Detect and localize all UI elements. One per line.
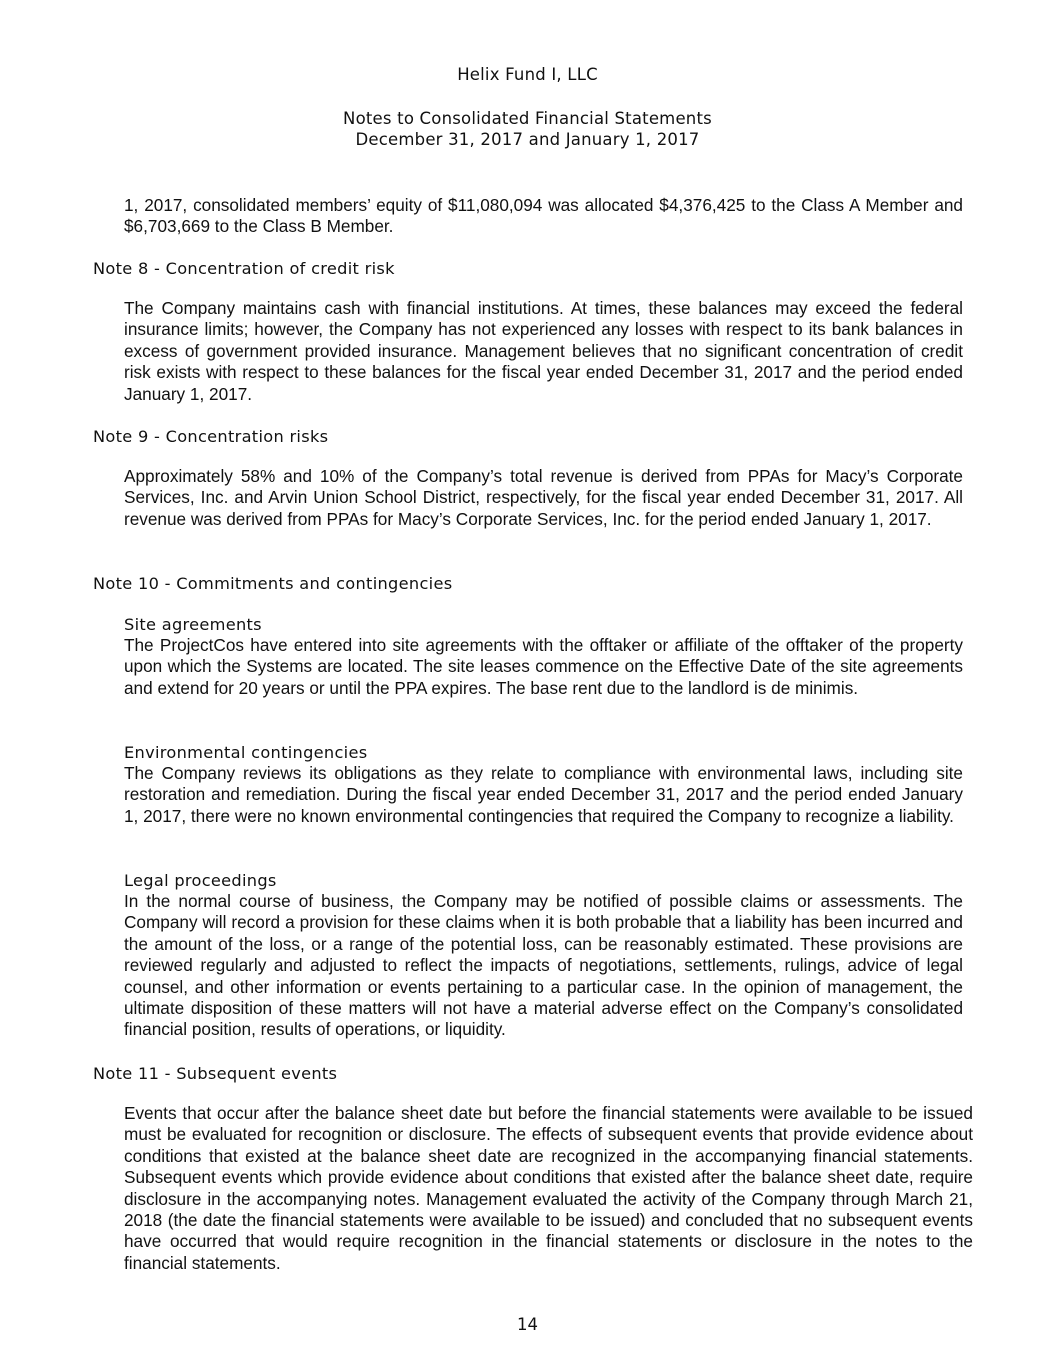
note-9-paragraph: Approximately 58% and 10% of the Company’s total revenue is derived from PPAs for Macy’s Corporate Services, Inc. and Arvin Union School District, respectively, for the fiscal year ended December 31, 2017. All revenue was derived from PPAs for Macy’s Corporate Services, Inc. for the period ended January 1, 2017.: [124, 466, 963, 529]
note-11-heading: Note 11 - Subsequent events: [93, 1064, 338, 1083]
site-agreements-paragraph: The ProjectCos have entered into site agreements with the offtaker or affiliate of the offtaker of the property upon which the Systems are located. The site leases commence on the Effective Date of the site agreements and extend for 20 years or until the PPA expires. The base rent due to the landlord is de minimis.: [124, 635, 963, 698]
note-8-paragraph: The Company maintains cash with financial institutions. At times, these balances may exceed the federal insurance limits; however, the Company has not experienced any losses with respect to its bank balances in excess of government provided insurance. Management believes that no significant concentration of credit risk exists with respect to these balances for the fiscal year ended December 31, 2017 and the period ended January 1, 2017.: [124, 298, 963, 404]
note-9-heading: Note 9 - Concentration risks: [93, 427, 329, 446]
note-11-paragraph: Events that occur after the balance sheet date but before the financial statements were available to be issued must be evaluated for recognition or disclosure. The effects of subsequent events that provide evidence about conditions that existed at the balance sheet date are recognized in the accompanying financial statements. Subsequent events which provide evidence about conditions that existed after the balance sheet date, require disclosure in the accompanying notes. Management evaluated the activity of the Company through March 21, 2018 (the date the financial statements were available to be issued) and concluded that no subsequent events have occurred that would require recognition in the financial statements or disclosure in the notes to the financial statements.: [124, 1103, 973, 1273]
entity-name: Helix Fund I, LLC: [457, 65, 598, 84]
environmental-contingencies-paragraph: The Company reviews its obligations as they relate to compliance with environmental laws, including site restoration and remediation. During the fiscal year ended December 31, 2017 and the period ended January 1, 2017, there were no known environmental contingencies that required the Company to recognize a liability.: [124, 763, 963, 826]
legal-proceedings-paragraph: In the normal course of business, the Company may be notified of possible claims or assessments. The Company will record a provision for these claims when it is both probable that a liability has been incurred and the amount of the loss, or a range of the potential loss, can be reasonably estimated. These provisions are reviewed regularly and adjusted to reflect the impacts of negotiations, settlements, rulings, advice of legal counsel, and other information or events pertaining to a particular case. In the opinion of management, the ultimate disposition of these matters will not have a material adverse effect on the Company’s consolidated financial position, results of operations, or liquidity.: [124, 891, 963, 1040]
intro-paragraph: 1, 2017, consolidated members’ equity of $11,080,094 was allocated $4,376,425 to the Class A Member and $6,703,669 to the Class B Member.: [124, 195, 963, 237]
reporting-period: December 31, 2017 and January 1, 2017: [355, 130, 700, 149]
document-title: Notes to Consolidated Financial Statements: [343, 109, 712, 128]
site-agreements-subheading: Site agreements: [124, 615, 262, 634]
note-8-heading: Note 8 - Concentration of credit risk: [93, 259, 395, 278]
page-number: 14: [517, 1315, 538, 1334]
environmental-contingencies-subheading: Environmental contingencies: [124, 743, 368, 762]
note-10-heading: Note 10 - Commitments and contingencies: [93, 574, 453, 593]
legal-proceedings-subheading: Legal proceedings: [124, 871, 277, 890]
